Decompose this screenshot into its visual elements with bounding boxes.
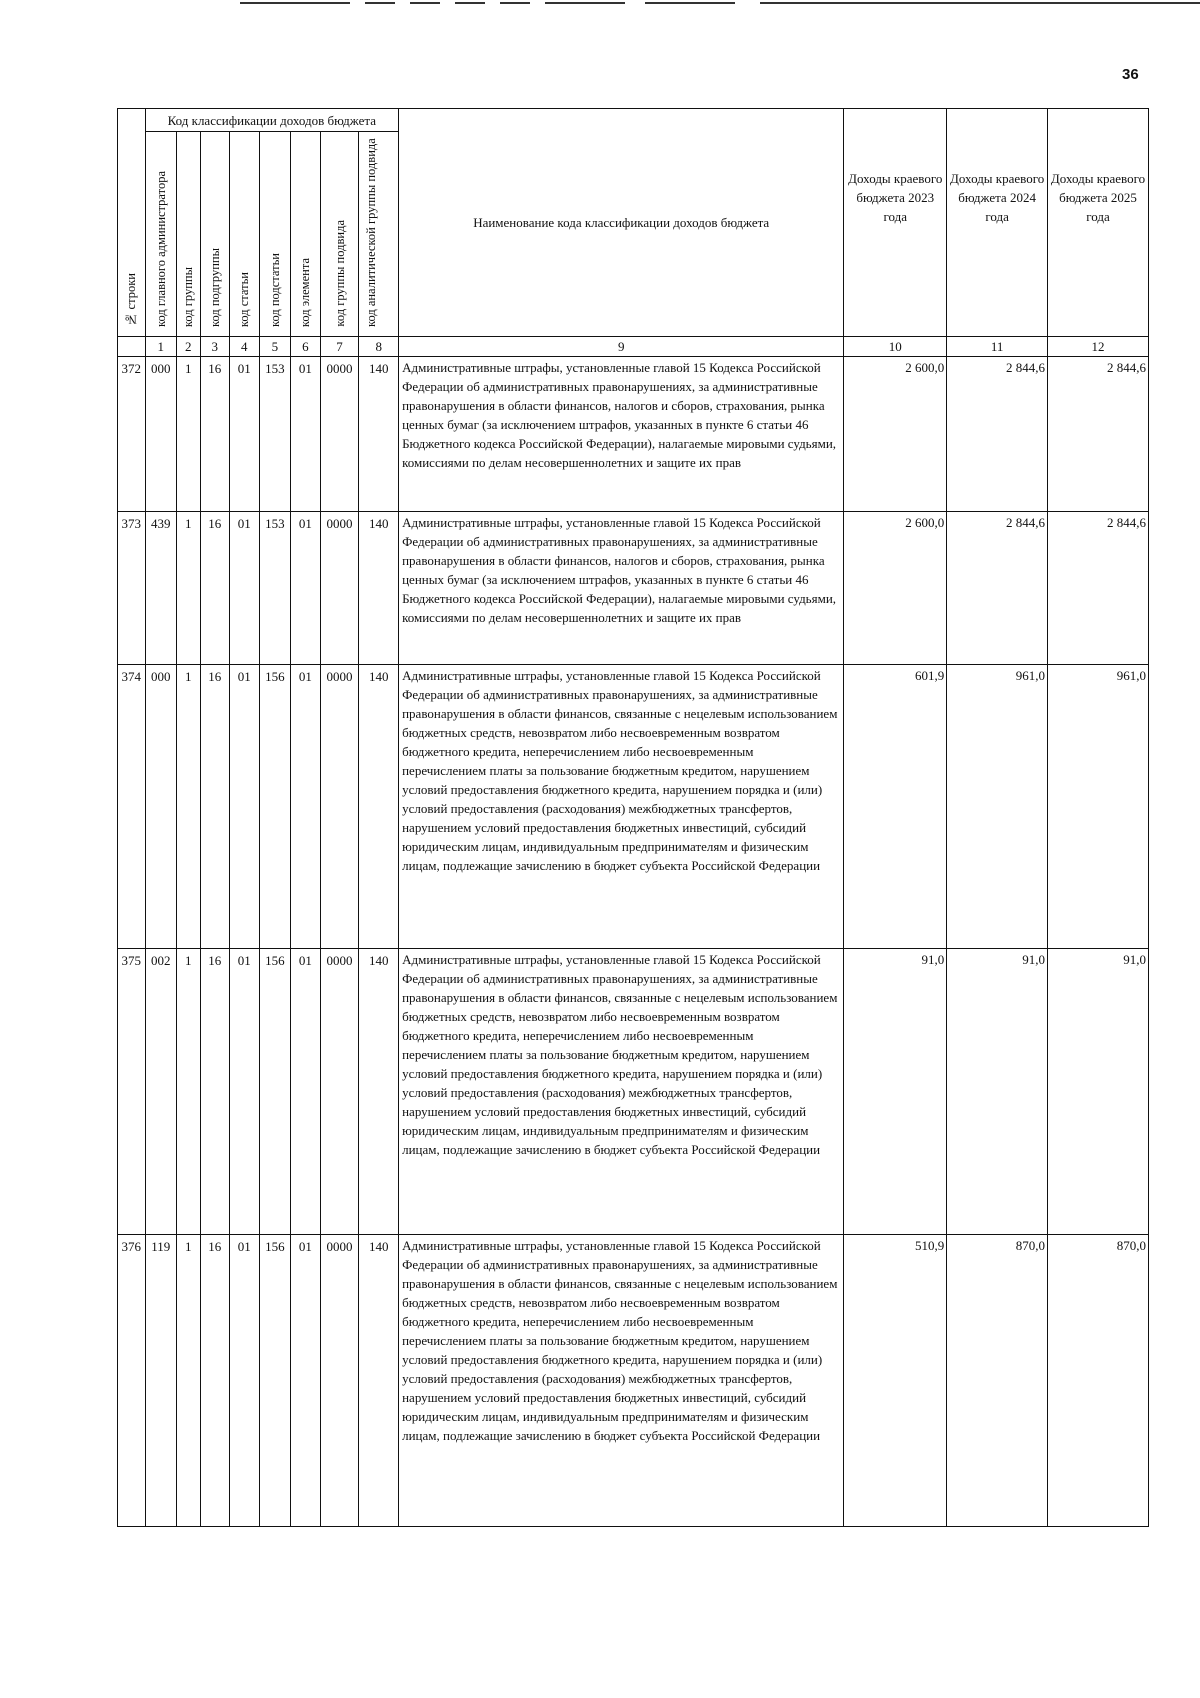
column-number: 4 (230, 337, 260, 357)
column-number: 2 (177, 337, 200, 357)
code-subgroup: 16 (200, 665, 230, 949)
table-row (118, 1235, 1149, 1527)
column-number: 12 (1048, 337, 1149, 357)
table-row (118, 512, 1149, 665)
header-row-group (118, 109, 1149, 132)
code-subgroup: 16 (200, 357, 230, 512)
code-analytic-subtype: 140 (359, 665, 399, 949)
header-code-group: код группы (177, 132, 200, 337)
code-group: 1 (177, 665, 200, 949)
income-2024-value: 870,0 (947, 1235, 1048, 1527)
column-numbers-row (118, 337, 1149, 357)
code-administrator: 439 (145, 512, 177, 665)
code-subarticle: 156 (259, 665, 291, 949)
code-subtype-group: 0000 (320, 512, 359, 665)
row-number: 373 (118, 512, 146, 665)
column-number: 1 (145, 337, 177, 357)
column-number (118, 337, 146, 357)
code-analytic-subtype: 140 (359, 357, 399, 512)
row-number: 375 (118, 949, 146, 1235)
header-code-subarticle: код подстатьи (259, 132, 291, 337)
code-group: 1 (177, 949, 200, 1235)
code-administrator: 000 (145, 357, 177, 512)
header-income-2025: Доходы краевого бюджета 2025 года (1048, 109, 1149, 337)
scan-top-edge (0, 2, 1200, 4)
code-analytic-subtype: 140 (359, 1235, 399, 1527)
income-2025-value: 91,0 (1048, 949, 1149, 1235)
column-number: 10 (844, 337, 947, 357)
column-number: 3 (200, 337, 230, 357)
code-administrator: 002 (145, 949, 177, 1235)
code-element: 01 (291, 357, 321, 512)
code-group: 1 (177, 1235, 200, 1527)
income-2025-value: 2 844,6 (1048, 512, 1149, 665)
code-subtype-group: 0000 (320, 1235, 359, 1527)
page-number: 36 (1122, 66, 1139, 83)
table-row (118, 665, 1149, 949)
code-administrator: 119 (145, 1235, 177, 1527)
code-subarticle: 156 (259, 949, 291, 1235)
code-subarticle: 156 (259, 1235, 291, 1527)
income-2024-value: 2 844,6 (947, 512, 1048, 665)
table-row (118, 949, 1149, 1235)
budget-income-table (117, 108, 1149, 1527)
code-analytic-subtype: 140 (359, 949, 399, 1235)
income-2023-value: 91,0 (844, 949, 947, 1235)
table-row (118, 357, 1149, 512)
code-article: 01 (230, 512, 260, 665)
code-subgroup: 16 (200, 1235, 230, 1527)
code-element: 01 (291, 512, 321, 665)
header-row-number: № строки (118, 109, 146, 337)
code-description: Административные штрафы, установленные главой 15 Кодекса Российской Федерации об административных правонарушениях, за административные правонарушения в области финансов, налогов и сборов, страхования, рынка ценных бумаг (за исключением штрафов, указанных в пункте 6 статьи 46 Бюджетного кодекса Российской Федерации), налагаемые мировыми судьями, комиссиями по делам несовершеннолетних и защите их прав (399, 512, 844, 665)
header-code-analytic-subtype: код аналитической группы подвида (359, 132, 399, 337)
income-2024-value: 91,0 (947, 949, 1048, 1235)
column-number: 7 (320, 337, 359, 357)
code-subtype-group: 0000 (320, 949, 359, 1235)
code-description: Административные штрафы, установленные главой 15 Кодекса Российской Федерации об административных правонарушениях, за административные правонарушения в области финансов, связанные с нецелевым использованием бюджетных средств, невозвратом либо несвоевременным возвратом бюджетного кредита, неперечислением либо несвоевременным перечислением платы за пользование бюджетным кредитом, нарушением условий предоставления бюджетного кредита, нарушением порядка и (или) условий предоставления (расходования) межбюджетных трансфертов, нарушением условий предоставления бюджетных инвестиций, субсидий юридическим лицам, индивидуальным предпринимателям и физическим лицам, подлежащие зачислению в бюджет субъекта Российской Федерации (399, 1235, 844, 1527)
code-article: 01 (230, 1235, 260, 1527)
income-2023-value: 510,9 (844, 1235, 947, 1527)
code-subtype-group: 0000 (320, 357, 359, 512)
header-code-element: код элемента (291, 132, 321, 337)
column-number: 9 (399, 337, 844, 357)
code-group: 1 (177, 357, 200, 512)
header-code-subtype-group: код группы подвида (320, 132, 359, 337)
income-2025-value: 2 844,6 (1048, 357, 1149, 512)
income-2023-value: 2 600,0 (844, 512, 947, 665)
header-income-2023: Доходы краевого бюджета 2023 года (844, 109, 947, 337)
code-article: 01 (230, 665, 260, 949)
income-2023-value: 601,9 (844, 665, 947, 949)
income-2025-value: 961,0 (1048, 665, 1149, 949)
row-number: 372 (118, 357, 146, 512)
code-group: 1 (177, 512, 200, 665)
code-subarticle: 153 (259, 357, 291, 512)
column-number: 8 (359, 337, 399, 357)
code-subarticle: 153 (259, 512, 291, 665)
income-2023-value: 2 600,0 (844, 357, 947, 512)
code-subgroup: 16 (200, 512, 230, 665)
row-number: 374 (118, 665, 146, 949)
header-code-subgroup: код подгруппы (200, 132, 230, 337)
header-income-2024: Доходы краевого бюджета 2024 года (947, 109, 1048, 337)
header-code-administrator: код главного администратора (145, 132, 177, 337)
code-article: 01 (230, 357, 260, 512)
code-administrator: 000 (145, 665, 177, 949)
income-2024-value: 961,0 (947, 665, 1048, 949)
code-subgroup: 16 (200, 949, 230, 1235)
column-number: 5 (259, 337, 291, 357)
code-analytic-subtype: 140 (359, 512, 399, 665)
code-subtype-group: 0000 (320, 665, 359, 949)
code-element: 01 (291, 665, 321, 949)
header-code-article: код статьи (230, 132, 260, 337)
row-number: 376 (118, 1235, 146, 1527)
code-element: 01 (291, 1235, 321, 1527)
header-code-name: Наименование кода классификации доходов бюджета (399, 109, 844, 337)
income-2024-value: 2 844,6 (947, 357, 1048, 512)
header-classification-group: Код классификации доходов бюджета (145, 109, 399, 132)
code-description: Административные штрафы, установленные главой 15 Кодекса Российской Федерации об административных правонарушениях, за административные правонарушения в области финансов, связанные с нецелевым использованием бюджетных средств, невозвратом либо несвоевременным возвратом бюджетного кредита, неперечислением либо несвоевременным перечислением платы за пользование бюджетным кредитом, нарушением условий предоставления бюджетного кредита, нарушением порядка и (или) условий предоставления (расходования) межбюджетных трансфертов, нарушением условий предоставления бюджетных инвестиций, субсидий юридическим лицам, индивидуальным предпринимателям и физическим лицам, подлежащие зачислению в бюджет субъекта Российской Федерации (399, 949, 844, 1235)
code-element: 01 (291, 949, 321, 1235)
income-2025-value: 870,0 (1048, 1235, 1149, 1527)
code-description: Административные штрафы, установленные главой 15 Кодекса Российской Федерации об административных правонарушениях, за административные правонарушения в области финансов, связанные с нецелевым использованием бюджетных средств, невозвратом либо несвоевременным возвратом бюджетного кредита, неперечислением либо несвоевременным перечислением платы за пользование бюджетным кредитом, нарушением условий предоставления бюджетного кредита, нарушением порядка и (или) условий предоставления (расходования) межбюджетных трансфертов, нарушением условий предоставления бюджетных инвестиций, субсидий юридическим лицам, индивидуальным предпринимателям и физическим лицам, подлежащие зачислению в бюджет субъекта Российской Федерации (399, 665, 844, 949)
code-description: Административные штрафы, установленные главой 15 Кодекса Российской Федерации об административных правонарушениях, за административные правонарушения в области финансов, налогов и сборов, страхования, рынка ценных бумаг (за исключением штрафов, указанных в пункте 6 статьи 46 Бюджетного кодекса Российской Федерации), налагаемые мировыми судьями, комиссиями по делам несовершеннолетних и защите их прав (399, 357, 844, 512)
column-number: 6 (291, 337, 321, 357)
column-number: 11 (947, 337, 1048, 357)
code-article: 01 (230, 949, 260, 1235)
